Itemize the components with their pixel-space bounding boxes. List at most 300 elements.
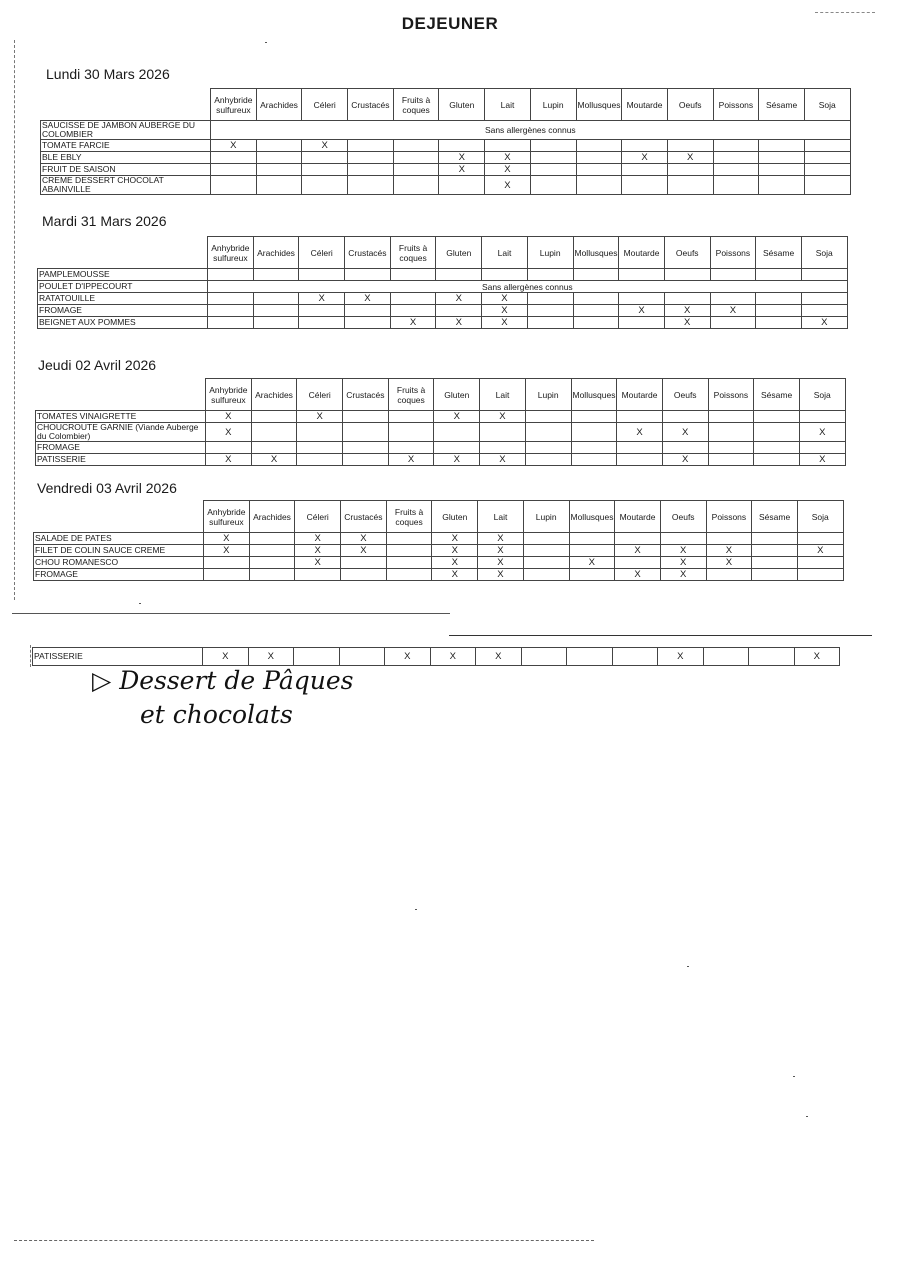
dish-row	[38, 269, 848, 281]
allergen-mark: X	[206, 454, 252, 466]
allergen-cell	[569, 569, 615, 581]
allergen-cell	[571, 442, 617, 454]
dish-name: CHOU ROMANESCO	[34, 557, 204, 569]
allergen-mark: X	[295, 557, 341, 569]
scan-speck	[793, 1076, 795, 1077]
allergen-header: Fruits à coques	[388, 379, 434, 411]
allergen-mark: X	[439, 152, 485, 164]
allergen-cell	[759, 152, 805, 164]
allergen-cell	[299, 317, 345, 329]
allergen-header: Lait	[480, 379, 526, 411]
allergen-mark: X	[302, 140, 348, 152]
allergen-cell	[530, 164, 576, 176]
allergen-header: Mollusques	[569, 501, 615, 533]
dish-row	[38, 317, 848, 329]
dish-row	[34, 545, 844, 557]
allergen-mark: X	[667, 152, 713, 164]
dish-name: FROMAGE	[38, 305, 208, 317]
dish-row	[41, 152, 851, 164]
allergen-header: Fruits à coques	[386, 501, 432, 533]
no-allergen-label: Sans allergènes connus	[208, 281, 848, 293]
allergen-cell	[759, 176, 805, 195]
allergen-mark: X	[480, 454, 526, 466]
dish-name: RATATOUILLE	[38, 293, 208, 305]
allergen-cell	[251, 423, 297, 442]
allergen-cell	[710, 269, 756, 281]
allergen-header: Moutarde	[617, 379, 663, 411]
allergen-cell	[754, 442, 800, 454]
allergen-cell	[343, 411, 389, 423]
allergen-cell	[703, 648, 749, 666]
allergen-cell	[208, 293, 254, 305]
allergen-header: Sésame	[752, 501, 798, 533]
allergen-cell	[523, 545, 569, 557]
allergen-cell	[393, 176, 439, 195]
allergen-cell	[341, 557, 387, 569]
allergen-cell	[667, 164, 713, 176]
allergen-cell	[662, 442, 708, 454]
allergen-mark: X	[341, 533, 387, 545]
dish-row	[34, 557, 844, 569]
allergen-cell	[204, 569, 250, 581]
allergen-cell	[249, 533, 295, 545]
allergen-header: Lait	[485, 89, 531, 121]
dish-name: POULET D'IPPECOURT	[38, 281, 208, 293]
allergen-header: Anhybride sulfureux	[206, 379, 252, 411]
dish-name: TOMATE FARCIE	[41, 140, 211, 152]
handwritten-note	[92, 664, 354, 732]
divider-line	[14, 1240, 594, 1241]
allergen-cell	[706, 569, 752, 581]
allergen-cell	[348, 152, 394, 164]
allergen-cell	[386, 533, 432, 545]
dish-row	[36, 454, 846, 466]
allergen-cell	[436, 269, 482, 281]
allergen-cell	[208, 269, 254, 281]
allergen-cell	[619, 317, 665, 329]
allergen-header: Gluten	[436, 237, 482, 269]
allergen-cell	[754, 454, 800, 466]
allergen-cell	[573, 317, 619, 329]
allergen-cell	[299, 305, 345, 317]
allergen-cell	[348, 140, 394, 152]
allergen-cell	[388, 411, 434, 423]
allergen-cell	[256, 140, 302, 152]
allergen-cell	[804, 140, 850, 152]
allergen-cell	[756, 269, 802, 281]
allergen-mark: X	[706, 557, 752, 569]
dish-row	[41, 121, 851, 140]
allergen-mark: X	[482, 317, 528, 329]
allergen-header: Crustacés	[345, 237, 391, 269]
allergen-mark: X	[388, 454, 434, 466]
allergen-cell	[527, 269, 573, 281]
allergen-cell	[345, 317, 391, 329]
allergen-cell	[249, 557, 295, 569]
allergen-cell	[530, 140, 576, 152]
allergen-mark: X	[660, 569, 706, 581]
day-title: Mardi 31 Mars 2026	[42, 213, 167, 229]
allergen-header: Anhybride sulfureux	[211, 89, 257, 121]
allergen-cell	[525, 423, 571, 442]
allergen-mark: X	[794, 648, 840, 666]
allergen-header: Sésame	[759, 89, 805, 121]
allergen-mark: X	[569, 557, 615, 569]
allergen-cell	[253, 293, 299, 305]
allergen-mark: X	[660, 557, 706, 569]
day-title: Jeudi 02 Avril 2026	[38, 357, 157, 373]
scan-speck	[806, 1116, 808, 1117]
allergen-cell	[439, 176, 485, 195]
allergen-cell	[617, 442, 663, 454]
allergen-mark: X	[482, 293, 528, 305]
dish-row	[41, 164, 851, 176]
dish-row	[34, 569, 844, 581]
allergen-cell	[249, 545, 295, 557]
allergen-mark: X	[251, 454, 297, 466]
dish-row	[41, 176, 851, 195]
dish-row	[38, 305, 848, 317]
allergen-cell	[480, 442, 526, 454]
allergen-header: Fruits à coques	[390, 237, 436, 269]
allergen-mark: X	[485, 164, 531, 176]
allergen-cell	[523, 533, 569, 545]
allergen-header: Gluten	[432, 501, 478, 533]
allergen-cell	[619, 293, 665, 305]
allergen-cell	[439, 140, 485, 152]
allergen-cell	[485, 140, 531, 152]
allergen-cell	[567, 648, 613, 666]
allergen-cell	[299, 269, 345, 281]
allergen-cell	[393, 152, 439, 164]
allergen-cell	[622, 140, 668, 152]
allergen-cell	[525, 454, 571, 466]
allergen-mark: X	[432, 557, 478, 569]
allergen-cell	[569, 545, 615, 557]
allergen-mark: X	[434, 411, 480, 423]
allergen-cell	[348, 164, 394, 176]
allergen-header: Crustacés	[343, 379, 389, 411]
allergen-header: Lupin	[530, 89, 576, 121]
allergen-header: Gluten	[434, 379, 480, 411]
allergen-mark: X	[432, 569, 478, 581]
allergen-mark: X	[436, 317, 482, 329]
allergen-mark: X	[204, 533, 250, 545]
allergen-cell	[297, 454, 343, 466]
no-allergen-label: Sans allergènes connus	[211, 121, 851, 140]
dish-name: PATISSERIE	[36, 454, 206, 466]
allergen-cell	[294, 648, 340, 666]
allergen-cell	[576, 152, 622, 164]
allergen-cell	[480, 423, 526, 442]
allergen-header: Crustacés	[348, 89, 394, 121]
allergen-cell	[710, 317, 756, 329]
allergen-mark: X	[248, 648, 294, 666]
allergen-cell	[752, 533, 798, 545]
allergen-mark: X	[660, 545, 706, 557]
allergen-header: Oeufs	[664, 237, 710, 269]
allergen-mark: X	[664, 317, 710, 329]
allergen-cell	[386, 569, 432, 581]
allergen-mark: X	[478, 545, 524, 557]
allergen-mark: X	[622, 152, 668, 164]
allergen-mark: X	[478, 569, 524, 581]
allergen-header: Arachides	[256, 89, 302, 121]
dish-name: PATISSERIE	[33, 648, 203, 666]
allergen-mark: X	[615, 569, 661, 581]
handwritten-line: Dessert de Pâques	[119, 666, 354, 695]
scan-speck	[139, 603, 141, 604]
dish-name: CREME DESSERT CHOCOLAT ABAINVILLE	[41, 176, 211, 195]
allergen-cell	[393, 140, 439, 152]
dish-name: FRUIT DE SAISON	[41, 164, 211, 176]
allergen-cell	[662, 411, 708, 423]
allergen-cell	[206, 442, 252, 454]
allergen-cell	[797, 533, 843, 545]
dish-row	[36, 423, 846, 442]
allergen-cell	[617, 454, 663, 466]
allergen-cell	[525, 442, 571, 454]
allergen-cell	[713, 164, 759, 176]
allergen-cell	[386, 545, 432, 557]
allergen-cell	[573, 293, 619, 305]
allergen-mark: X	[430, 648, 476, 666]
allergen-cell	[527, 293, 573, 305]
allergen-cell	[571, 411, 617, 423]
allergen-cell	[343, 454, 389, 466]
allergen-mark: X	[482, 305, 528, 317]
allergen-mark: X	[658, 648, 704, 666]
allergen-cell	[390, 269, 436, 281]
allergen-cell	[576, 176, 622, 195]
allergen-cell	[706, 533, 752, 545]
allergen-header: Lait	[478, 501, 524, 533]
allergen-cell	[393, 164, 439, 176]
allergen-cell	[612, 648, 658, 666]
allergen-cell	[804, 176, 850, 195]
header-blank	[36, 379, 206, 411]
allergen-header: Crustacés	[341, 501, 387, 533]
allergen-header: Moutarde	[622, 89, 668, 121]
allergen-cell	[752, 545, 798, 557]
allergen-mark: X	[664, 305, 710, 317]
allergen-cell	[667, 140, 713, 152]
allergen-header: Moutarde	[615, 501, 661, 533]
allergen-mark: X	[299, 293, 345, 305]
allergen-header: Oeufs	[662, 379, 708, 411]
allergen-cell	[571, 423, 617, 442]
allergen-mark: X	[476, 648, 522, 666]
allergen-header: Lupin	[525, 379, 571, 411]
allergen-mark: X	[706, 545, 752, 557]
header-blank	[34, 501, 204, 533]
allergen-mark: X	[485, 152, 531, 164]
allergen-cell	[523, 569, 569, 581]
allergen-cell	[345, 305, 391, 317]
allergen-cell	[615, 533, 661, 545]
allergen-cell	[211, 152, 257, 164]
allergen-cell	[343, 442, 389, 454]
allergen-header: Sésame	[756, 237, 802, 269]
allergen-mark: X	[341, 545, 387, 557]
allergen-header: Soja	[801, 237, 847, 269]
allergen-cell	[341, 569, 387, 581]
allergen-mark: X	[710, 305, 756, 317]
dish-row	[33, 648, 840, 666]
allergen-cell	[749, 648, 795, 666]
allergen-cell	[571, 454, 617, 466]
allergen-cell	[256, 152, 302, 164]
allergen-cell	[390, 293, 436, 305]
handwritten-arrow: ▷	[92, 666, 120, 695]
allergen-cell	[756, 305, 802, 317]
allergen-cell	[569, 533, 615, 545]
dish-row	[34, 533, 844, 545]
allergen-mark: X	[434, 454, 480, 466]
allergen-mark: X	[295, 533, 341, 545]
divider-line	[12, 613, 450, 614]
allergen-cell	[615, 557, 661, 569]
allergen-cell	[664, 293, 710, 305]
allergen-mark: X	[345, 293, 391, 305]
allergen-cell	[804, 164, 850, 176]
allergen-table	[33, 500, 844, 581]
allergen-cell	[436, 305, 482, 317]
allergen-cell	[386, 557, 432, 569]
allergen-cell	[754, 423, 800, 442]
allergen-cell	[530, 152, 576, 164]
allergen-header: Poissons	[710, 237, 756, 269]
day-title: Lundi 30 Mars 2026	[46, 66, 170, 82]
dish-name: TOMATES VINAIGRETTE	[36, 411, 206, 423]
dish-name: FROMAGE	[36, 442, 206, 454]
allergen-header: Arachides	[249, 501, 295, 533]
allergen-cell	[388, 442, 434, 454]
allergen-cell	[801, 293, 847, 305]
margin-line	[30, 645, 31, 667]
allergen-cell	[797, 557, 843, 569]
allergen-cell	[573, 269, 619, 281]
allergen-mark: X	[204, 545, 250, 557]
header-blank	[38, 237, 208, 269]
allergen-cell	[573, 305, 619, 317]
dish-name: BEIGNET AUX POMMES	[38, 317, 208, 329]
allergen-mark: X	[480, 411, 526, 423]
allergen-cell	[302, 164, 348, 176]
allergen-cell	[297, 423, 343, 442]
allergen-header: Lupin	[523, 501, 569, 533]
allergen-cell	[253, 269, 299, 281]
allergen-cell	[576, 164, 622, 176]
allergen-mark: X	[436, 293, 482, 305]
scan-speck	[265, 42, 267, 43]
allergen-cell	[576, 140, 622, 152]
allergen-header: Anhybride sulfureux	[208, 237, 254, 269]
allergen-cell	[208, 305, 254, 317]
allergen-mark: X	[206, 411, 252, 423]
allergen-header: Soja	[804, 89, 850, 121]
allergen-header: Arachides	[251, 379, 297, 411]
allergen-header: Mollusques	[571, 379, 617, 411]
dish-name: BLE EBLY	[41, 152, 211, 164]
allergen-cell	[527, 317, 573, 329]
allergen-header: Lupin	[527, 237, 573, 269]
allergen-cell	[756, 293, 802, 305]
allergen-cell	[208, 317, 254, 329]
allergen-header: Moutarde	[619, 237, 665, 269]
allergen-cell	[523, 557, 569, 569]
allergen-header: Sésame	[754, 379, 800, 411]
allergen-cell	[664, 269, 710, 281]
allergen-cell	[660, 533, 706, 545]
day-title: Vendredi 03 Avril 2026	[37, 480, 177, 496]
allergen-cell	[302, 176, 348, 195]
allergen-cell	[756, 317, 802, 329]
allergen-cell	[253, 317, 299, 329]
allergen-mark: X	[390, 317, 436, 329]
allergen-cell	[801, 269, 847, 281]
allergen-cell	[388, 423, 434, 442]
allergen-cell	[251, 442, 297, 454]
allergen-cell	[256, 164, 302, 176]
allergen-cell	[759, 164, 805, 176]
allergen-cell	[249, 569, 295, 581]
allergen-mark: X	[799, 454, 845, 466]
allergen-header: Céleri	[295, 501, 341, 533]
allergen-cell	[348, 176, 394, 195]
allergen-cell	[525, 411, 571, 423]
allergen-cell	[708, 411, 754, 423]
allergen-mark: X	[203, 648, 249, 666]
dish-row	[41, 140, 851, 152]
dish-name: FROMAGE	[34, 569, 204, 581]
allergen-cell	[804, 152, 850, 164]
allergen-cell	[297, 442, 343, 454]
allergen-cell	[521, 648, 567, 666]
allergen-cell	[434, 442, 480, 454]
margin-line	[14, 40, 15, 600]
dish-row	[36, 442, 846, 454]
allergen-mark: X	[297, 411, 343, 423]
allergen-cell	[708, 442, 754, 454]
allergen-mark: X	[801, 317, 847, 329]
allergen-cell	[253, 305, 299, 317]
allergen-header: Lait	[482, 237, 528, 269]
allergen-header: Soja	[797, 501, 843, 533]
dish-name: SALADE DE PATES	[34, 533, 204, 545]
allergen-cell	[754, 411, 800, 423]
dish-name: CHOUCROUTE GARNIE (Viande Auberge du Colombier)	[36, 423, 206, 442]
allergen-cell	[251, 411, 297, 423]
allergen-cell	[256, 176, 302, 195]
allergen-cell	[759, 140, 805, 152]
allergen-cell	[799, 411, 845, 423]
allergen-mark: X	[485, 176, 531, 195]
allergen-table	[40, 88, 851, 195]
allergen-cell	[708, 423, 754, 442]
allergen-cell	[710, 293, 756, 305]
page-title: DEJEUNER	[401, 14, 499, 33]
allergen-cell	[295, 569, 341, 581]
allergen-mark: X	[211, 140, 257, 152]
allergen-cell	[204, 557, 250, 569]
allergen-header: Oeufs	[667, 89, 713, 121]
allergen-cell	[667, 176, 713, 195]
dish-row	[38, 293, 848, 305]
allergen-cell	[339, 648, 385, 666]
allergen-header: Poissons	[706, 501, 752, 533]
allergen-header: Mollusques	[573, 237, 619, 269]
